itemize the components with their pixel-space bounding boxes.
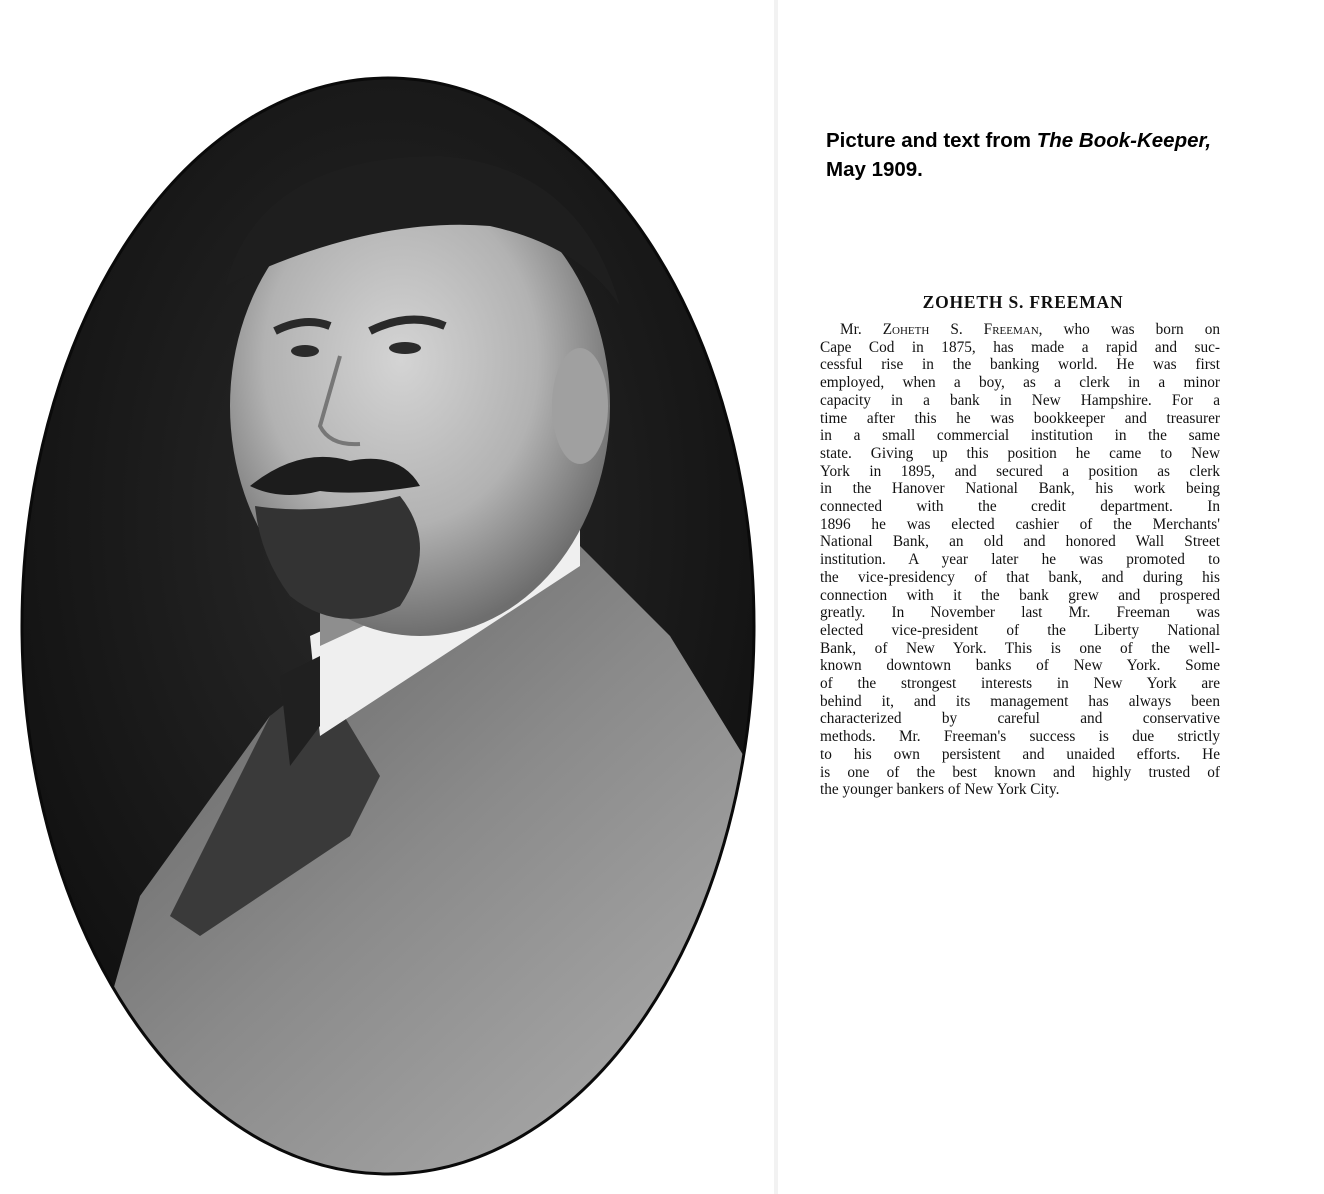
article-line: time after this he was bookkeeper and treasurer bbox=[820, 409, 1220, 427]
article-line: elected vice-president of the Liberty National bbox=[820, 621, 1220, 639]
article-line: institution. A year later he was promoted to bbox=[820, 551, 1220, 569]
article-line bbox=[820, 321, 1220, 339]
article-line: Cape Cod in 1875, has made a rapid and suc- bbox=[820, 338, 1220, 356]
article-line: known downtown banks of New York. Some bbox=[820, 657, 1220, 675]
article-line: 1896 he was elected cashier of the Merchants' bbox=[820, 515, 1220, 533]
article-line: characterized by careful and conservative bbox=[820, 710, 1220, 728]
portrait-illustration bbox=[20, 76, 756, 1176]
article-line: in a small commercial institution in the same bbox=[820, 427, 1220, 445]
article-body bbox=[820, 321, 1220, 799]
article-line: behind it, and its management has always been bbox=[820, 692, 1220, 710]
ear bbox=[552, 348, 608, 464]
article-line: is one of the best known and highly trusted of bbox=[820, 763, 1220, 781]
article-line: National Bank, an old and honored Wall Street bbox=[820, 533, 1220, 551]
page-gutter bbox=[774, 0, 778, 1194]
caption-date: May 1909. bbox=[826, 158, 923, 181]
article-line: in the Hanover National Bank, his work being bbox=[820, 480, 1220, 498]
article-line: greatly. In November last Mr. Freeman was bbox=[820, 604, 1220, 622]
left-eye bbox=[291, 345, 319, 357]
article-line: connection with it the bank grew and prospered bbox=[820, 586, 1220, 604]
article-line: methods. Mr. Freeman's success is due strictly bbox=[820, 728, 1220, 746]
article-line: the younger bankers of New York City. bbox=[820, 781, 1060, 799]
article-line: the vice-presidency of that bank, and during his bbox=[820, 568, 1220, 586]
article-heading: ZOHETH S. FREEMAN bbox=[922, 292, 1124, 312]
article-line: of the strongest interests in New York are bbox=[820, 675, 1220, 693]
publication-title: The Book-Keeper, bbox=[1036, 129, 1212, 152]
article-line: employed, when a boy, as a clerk in a minor bbox=[820, 374, 1220, 392]
lead-name: Zoheth S. Freeman bbox=[882, 321, 1039, 338]
article-line: Bank, of New York. This is one of the well- bbox=[820, 639, 1220, 657]
article-line: state. Giving up this position he came to New bbox=[820, 444, 1220, 462]
portrait-photo bbox=[20, 76, 756, 1176]
article-line: to his own persistent and unaided efforts. He bbox=[820, 745, 1220, 763]
article-line: connected with the credit department. In bbox=[820, 498, 1220, 516]
article-line: cessful rise in the banking world. He was first bbox=[820, 356, 1220, 374]
lead-rest: , who was born on bbox=[1038, 321, 1221, 338]
lead-prefix: Mr. bbox=[840, 321, 883, 338]
right-eye bbox=[389, 342, 421, 354]
source-caption bbox=[826, 126, 1256, 184]
article-line: capacity in a bank in New Hampshire. For a bbox=[820, 391, 1220, 409]
article bbox=[820, 292, 1220, 799]
article-line: York in 1895, and secured a position as clerk bbox=[820, 462, 1220, 480]
caption-prefix: Picture and text from bbox=[826, 129, 1037, 152]
